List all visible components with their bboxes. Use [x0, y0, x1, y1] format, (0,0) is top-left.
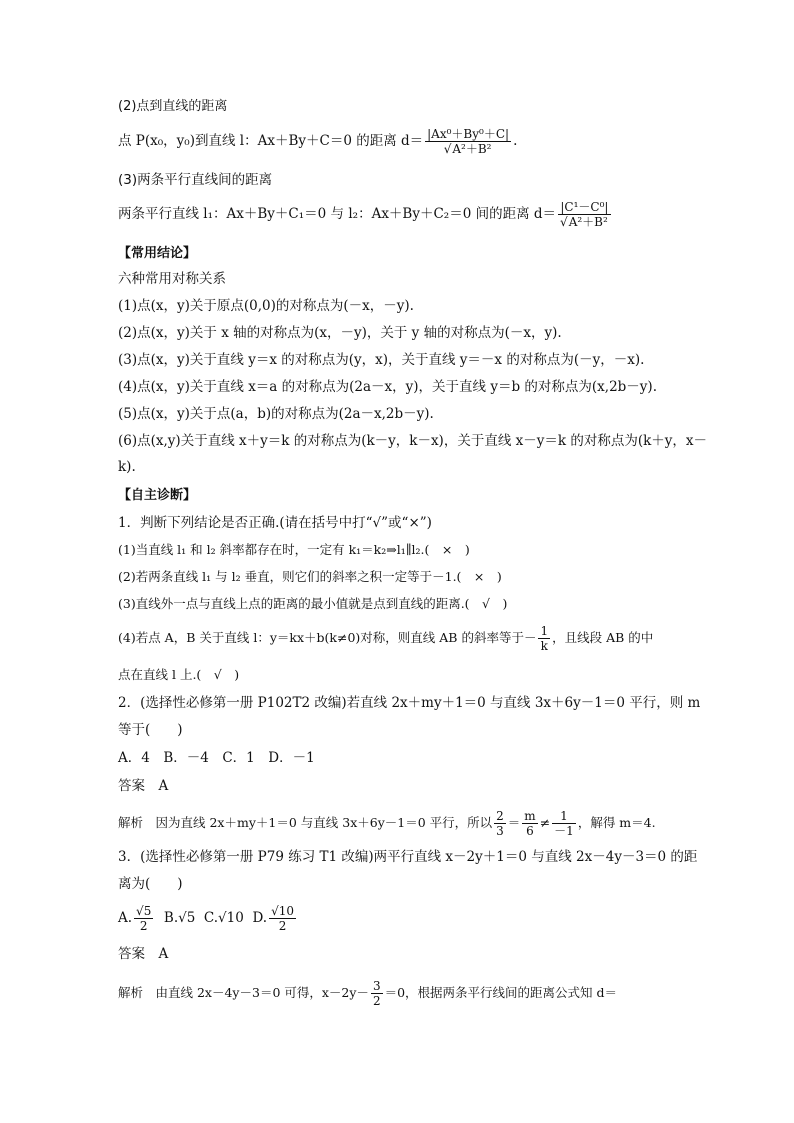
question-1-item-4 — [118, 624, 653, 653]
symmetry-item-4: (4)点(x，y)关于直线 x＝a 的对称点为(2a－x，y)，关于直线 y＝b 的对称点为(x,2b－y). — [118, 379, 657, 395]
fraction-numerator: |C¹－C⁰| — [558, 200, 611, 215]
question-1-item-3: (3)直线外一点与直线上点的距离的最小值就是点到直线的距离.( √ ) — [118, 596, 508, 611]
ratio-fraction-2: $\frac{m}{6}$ — [524, 809, 536, 838]
question-1: 1．判断下列结论是否正确.(请在括号中打“√”或“×”) — [118, 515, 432, 531]
symmetry-item-1: (1)点(x，y)关于原点(0,0)的对称点为(－x，－y). — [118, 298, 414, 314]
solution-end: ＝0，根据两条平行线间的距离公式知 d＝ — [384, 985, 618, 1000]
formula-text: 点 P(x₀，y₀)到直线 l：Ax＋By＋C＝0 的距离 d＝ — [118, 133, 424, 149]
option-d-fraction: $\frac{√10}{2}$ — [271, 904, 294, 933]
question-3-answer: 答案 A — [118, 946, 169, 962]
point-line-formula — [118, 127, 517, 156]
question-1-item-2: (2)若两条直线 l₁ 与 l₂ 垂直，则它们的斜率之积一定等于－1.( × ) — [118, 569, 502, 584]
option-b: B.√5 — [163, 910, 196, 926]
symmetry-item-6: (6)点(x,y)关于直线 x＋y＝k 的对称点为(k－y，k－x)，关于直线 x－y＝k 的对称点为(k＋y，x－ — [118, 433, 708, 449]
question-3-solution — [118, 979, 617, 1008]
solution-fraction: $\frac{3}{2}$ — [372, 979, 381, 1008]
item-text: (4)若点 A，B 关于直线 l：y＝kx＋b(k≠0)对称，则直线 AB 的斜率等于－ — [118, 630, 537, 645]
fraction-denominator: k — [540, 639, 548, 653]
solution-text: 解析 因为直线 2x＋my＋1＝0 与直线 3x＋6y－1＝0 平行，所以 — [118, 815, 493, 830]
formula-text: 两条平行直线 l₁：Ax＋By＋C₁＝0 与 l₂：Ax＋By＋C₂＝0 间的距离 d＝ — [118, 206, 557, 222]
fraction-numerator: |Ax⁰＋By⁰＋C| — [427, 127, 510, 141]
symmetry-item-6-cont: k). — [118, 459, 136, 475]
question-2-options: A．4 B．－4 C．1 D．－1 — [118, 750, 315, 766]
question-1-item-4-cont: 点在直线 l 上.( √ ) — [118, 667, 240, 682]
option-a-fraction: $\frac{√5}{2}$ — [136, 904, 152, 933]
distance-fraction — [425, 127, 511, 156]
section-tag-diagnosis: 【自主诊断】 — [118, 488, 197, 503]
item-text-end: ，且线段 AB 的中 — [552, 630, 654, 645]
ratio-fraction-1: $\frac{2}{3}$ — [496, 809, 504, 838]
option-c: C.√10 — [203, 910, 244, 926]
question-2-solution — [118, 809, 656, 838]
fraction-denominator: √A²＋B² — [560, 215, 608, 229]
fraction-numerator: 1 — [540, 624, 549, 638]
question-2-answer: 答案 A — [118, 778, 169, 794]
option-d-label: D. — [252, 910, 268, 926]
question-3-cont: 离为( ) — [118, 876, 183, 892]
solution-end: ，解得 m＝4. — [577, 815, 656, 830]
heading-parallel-distance: (3)两条平行直线间的距离 — [118, 172, 273, 188]
equals-sign: ＝ — [507, 815, 521, 830]
fraction-denominator: √A²＋B² — [443, 142, 492, 156]
ratio-fraction-3: $\frac{1}{-1}$ — [554, 809, 574, 838]
parallel-formula — [118, 200, 613, 229]
symmetry-item-3: (3)点(x，y)关于直线 y＝x 的对称点为(y，x)，关于直线 y＝－x 的对称点为(－y，－x). — [118, 352, 645, 368]
not-equal-sign: ≠ — [539, 815, 551, 830]
question-2: 2．(选择性必修第一册 P102T2 改编)若直线 2x＋my＋1＝0 与直线 3x＋6y－1＝0 平行，则 m — [118, 695, 701, 711]
distance-fraction — [558, 200, 611, 229]
question-1-item-1: (1)当直线 l₁ 和 l₂ 斜率都存在时，一定有 k₁＝k₂⇒l₁∥l₂.( × ) — [118, 542, 470, 557]
option-a-label: A. — [118, 910, 133, 926]
symmetry-item-5: (5)点(x，y)关于点(a，b)的对称点为(2a－x,2b－y). — [118, 406, 434, 422]
heading-point-line-distance: (2)点到直线的距离 — [118, 99, 228, 114]
section-tag-conclusion: 【常用结论】 — [118, 246, 197, 261]
six-symmetry-title: 六种常用对称关系 — [118, 271, 226, 287]
question-2-cont: 等于( ) — [118, 722, 183, 738]
slope-fraction — [538, 624, 550, 653]
symmetry-item-2: (2)点(x，y)关于 x 轴的对称点为(x，－y)，关于 y 轴的对称点为(－x，y). — [118, 325, 562, 341]
solution-text: 解析 由直线 2x－4y－3＝0 可得，x－2y－ — [118, 985, 369, 1000]
question-3: 3．(选择性必修第一册 P79 练习 T1 改编)两平行直线 x－2y＋1＝0 与直线 2x－4y－3＝0 的距 — [118, 849, 698, 865]
formula-end: . — [513, 133, 518, 149]
question-3-options — [118, 904, 298, 933]
